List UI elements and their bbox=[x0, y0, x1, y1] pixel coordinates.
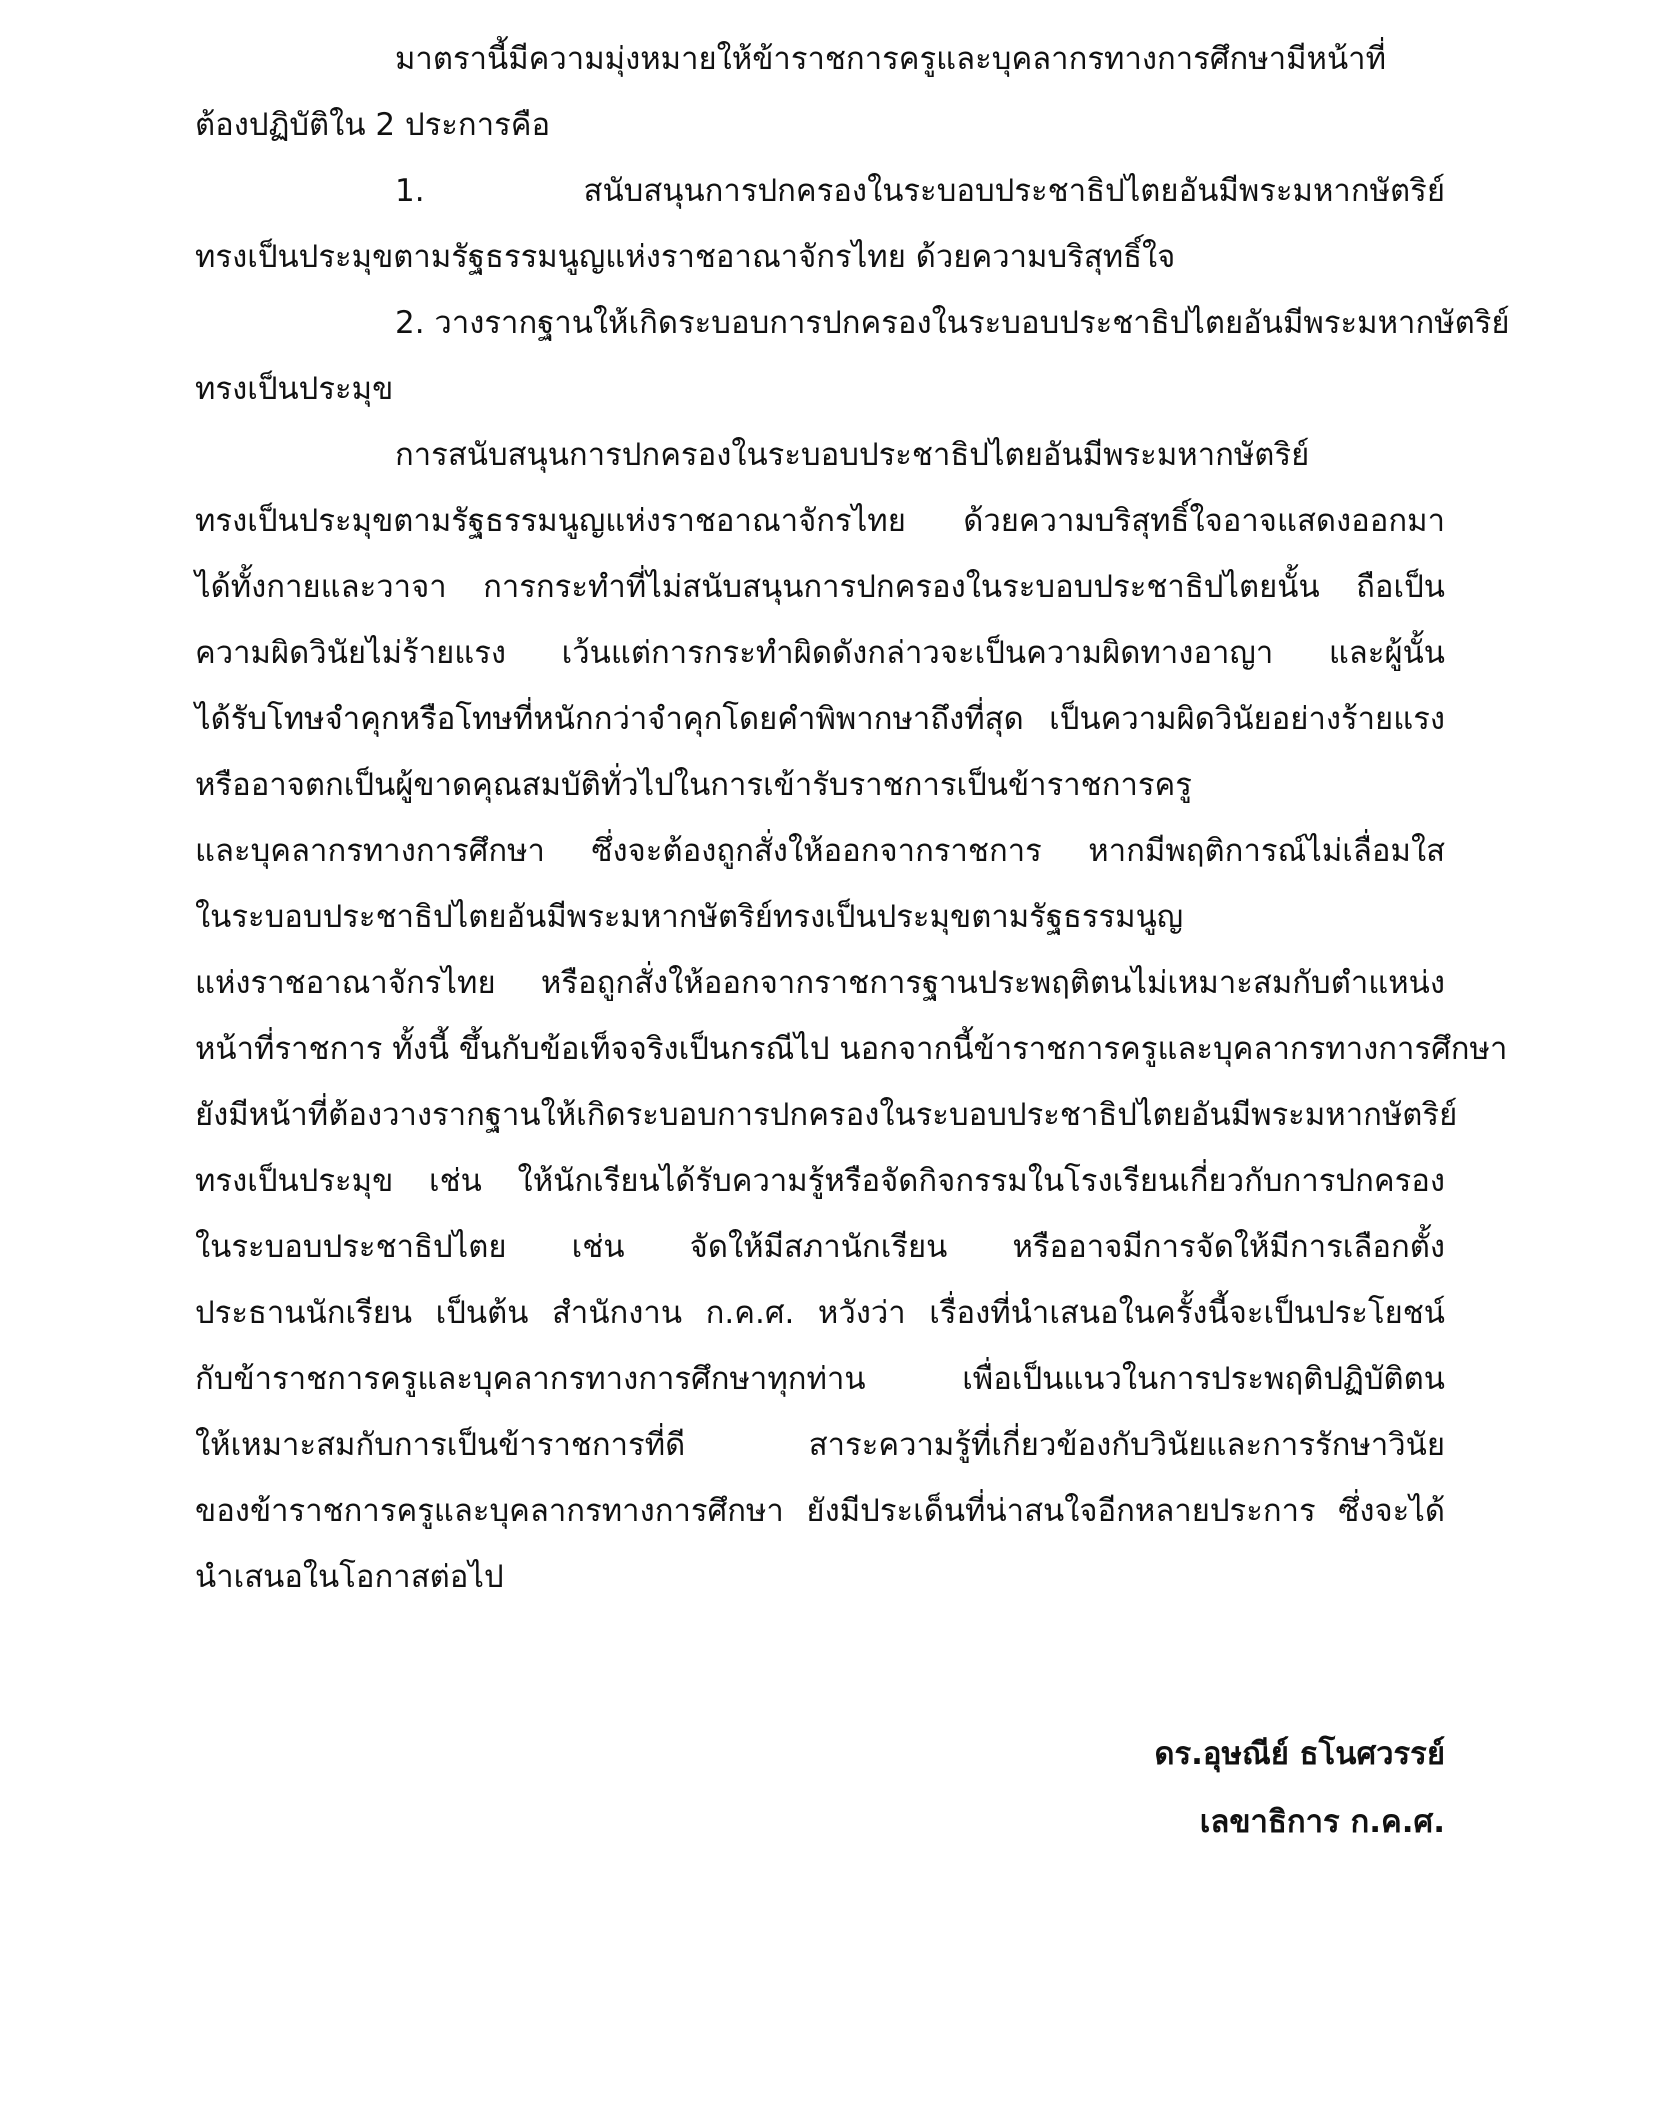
paragraph-4-line-1: การสนับสนุนการปกครองในระบอบประชาธิปไตยอันมีพระมหากษัตริย์ bbox=[395, 437, 1310, 473]
paragraph-1-line-1: มาตรานี้มีความมุ่งหมายให้ข้าราชการครูและบุคลากรทางการศึกษามีหน้าที่ bbox=[395, 41, 1387, 77]
paragraph-4-line-12: ทรงเป็นประมุข เช่น ให้นักเรียนได้รับความรู้หรือจัดกิจกรรมในโรงเรียนเกี่ยวกับการปกครอง bbox=[195, 1163, 1445, 1199]
paragraph-4-line-7: และบุคลากรทางการศึกษา ซึ่งจะต้องถูกสั่งให้ออกจากราชการ หากมีพฤติการณ์ไม่เลื่อมใส bbox=[195, 833, 1445, 869]
document-body bbox=[195, 26, 1510, 1610]
signature-block bbox=[1154, 1720, 1445, 1856]
paragraph-4-line-18: นำเสนอในโอกาสต่อไป bbox=[195, 1559, 504, 1595]
paragraph-4-line-14: ประธานนักเรียน เป็นต้น สำนักงาน ก.ค.ศ. หวังว่า เรื่องที่นำเสนอในครั้งนี้จะเป็นประโยชน์ bbox=[195, 1295, 1445, 1331]
paragraph-4-line-8: ในระบอบประชาธิปไตยอันมีพระมหากษัตริย์ทรงเป็นประมุขตามรัฐธรรมนูญ bbox=[195, 899, 1184, 935]
paragraph-3-line-2: ทรงเป็นประมุข bbox=[195, 371, 394, 407]
paragraph-4-line-6: หรืออาจตกเป็นผู้ขาดคุณสมบัติทั่วไปในการเข้ารับราชการเป็นข้าราชการครู bbox=[195, 767, 1192, 803]
paragraph-1-line-2: ต้องปฏิบัติใน 2 ประการคือ bbox=[195, 107, 551, 143]
paragraph-4-line-11: ยังมีหน้าที่ต้องวางรากฐานให้เกิดระบอบการปกครองในระบอบประชาธิปไตยอันมีพระมหากษัตริย์ bbox=[195, 1097, 1458, 1133]
paragraph-4-line-9: แห่งราชอาณาจักรไทย หรือถูกสั่งให้ออกจากราชการฐานประพฤติตนไม่เหมาะสมกับตำแหน่ง bbox=[195, 965, 1445, 1001]
paragraph-2-line-1: 1. สนับสนุนการปกครองในระบอบประชาธิปไตยอันมีพระมหากษัตริย์ bbox=[395, 173, 1445, 209]
signatory-name: ดร.อุษณีย์ ธโนศวรรย์ bbox=[1154, 1736, 1445, 1772]
paragraph-4-line-13: ในระบอบประชาธิปไตย เช่น จัดให้มีสภานักเรียน หรืออาจมีการจัดให้มีการเลือกตั้ง bbox=[195, 1229, 1445, 1265]
paragraph-4-line-15: กับข้าราชการครูและบุคลากรทางการศึกษาทุกท่าน เพื่อเป็นแนวในการประพฤติปฏิบัติตน bbox=[195, 1361, 1445, 1397]
paragraph-2-line-2: ทรงเป็นประมุขตามรัฐธรรมนูญแห่งราชอาณาจักรไทย ด้วยความบริสุทธิ์ใจ bbox=[195, 239, 1176, 275]
paragraph-4-line-10: หน้าที่ราชการ ทั้งนี้ ขึ้นกับข้อเท็จจริงเป็นกรณีไป นอกจากนี้ข้าราชการครูและบุคลากรทางการศึกษา bbox=[195, 1031, 1508, 1067]
paragraph-3-line-1: 2. วางรากฐานให้เกิดระบอบการปกครองในระบอบประชาธิปไตยอันมีพระมหากษัตริย์ bbox=[395, 305, 1510, 341]
paragraph-4-line-4: ความผิดวินัยไม่ร้ายแรง เว้นแต่การกระทำผิดดังกล่าวจะเป็นความผิดทางอาญา และผู้นั้น bbox=[195, 635, 1445, 671]
signatory-title: เลขาธิการ ก.ค.ศ. bbox=[1199, 1804, 1445, 1840]
paragraph-4-line-5: ได้รับโทษจำคุกหรือโทษที่หนักกว่าจำคุกโดยคำพิพากษาถึงที่สุด เป็นความผิดวินัยอย่างร้ายแรง bbox=[195, 701, 1445, 737]
paragraph-4-line-2: ทรงเป็นประมุขตามรัฐธรรมนูญแห่งราชอาณาจักรไทย ด้วยความบริสุทธิ์ใจอาจแสดงออกมา bbox=[195, 503, 1445, 539]
paragraph-4-line-17: ของข้าราชการครูและบุคลากรทางการศึกษา ยังมีประเด็นที่น่าสนใจอีกหลายประการ ซึ่งจะได้ bbox=[195, 1493, 1445, 1529]
paragraph-4-line-16: ให้เหมาะสมกับการเป็นข้าราชการที่ดี สาระความรู้ที่เกี่ยวข้องกับวินัยและการรักษาวินัย bbox=[195, 1427, 1445, 1463]
paragraph-4-line-3: ได้ทั้งกายและวาจา การกระทำที่ไม่สนับสนุนการปกครองในระบอบประชาธิปไตยนั้น ถือเป็น bbox=[195, 569, 1445, 605]
